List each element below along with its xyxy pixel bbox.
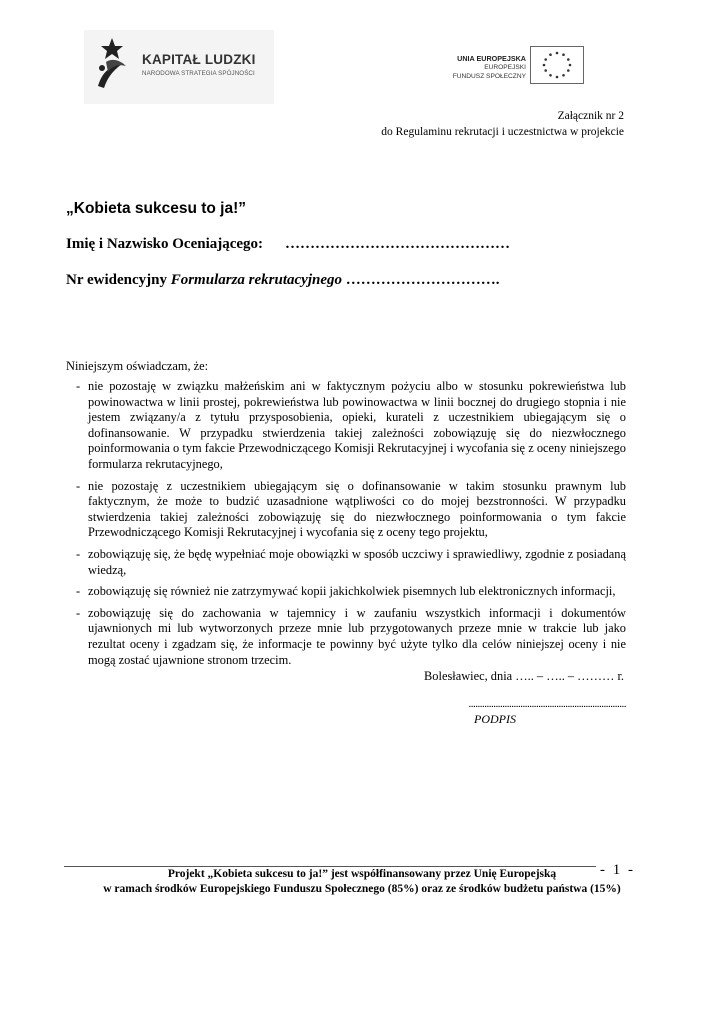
footer-line1: Projekt „Kobieta sukcesu to ja!” jest współfinansowany przez Unię Europejską	[167, 868, 557, 880]
signature-dots: ......................................................................	[468, 698, 626, 710]
list-item	[66, 379, 626, 473]
declaration-list	[66, 379, 626, 674]
record-number-field	[66, 272, 500, 289]
declaration-intro: Niniejszym oświadczam, że:	[66, 359, 209, 373]
list-item-text: zobowiązuję się, że będę wypełniać moje obowiązki w sposób uczciwy i sprawiedliwy, zgodnie z posiadaną wiedzą,	[88, 546, 626, 577]
record-number-label: Nr ewidencyjny	[66, 272, 167, 288]
list-dash: -	[76, 546, 81, 561]
evaluator-name-label: Imię i Nazwisko Oceniającego:	[66, 236, 264, 252]
list-item	[66, 584, 626, 600]
list-dash: -	[76, 605, 81, 620]
eu-logo	[440, 43, 586, 89]
list-item	[66, 606, 626, 668]
list-item-text: nie pozostaję w związku małżeńskim ani w faktycznym pożyciu albo w stosunku pokrewieństwa lub powinowactwa w linii prostej, pokrewieństwa lub powinowactwa w linii bocznej do drugiego stopnia i nie jestem związany/a z tytułu przysposobienia, opieki, kurateli z uczestnikiem ubiegającym się o dofinansowanie. W przypadku stwierdzenia takiej zależności zobowiązuję się do niezwłocznego poinformowania o tym fakcie Przewodniczącego Komisji Rekrutacyjnej i wycofania się z oceny niniejszego formularza rekrutacyjnego,	[88, 379, 626, 471]
list-item	[66, 547, 626, 578]
page-number: - 1 -	[600, 862, 635, 878]
evaluator-name-dots: ………………………………………	[285, 236, 511, 252]
signature-label: PODPIS	[474, 712, 516, 726]
list-dash: -	[76, 584, 81, 599]
list-dash: -	[76, 379, 81, 393]
kapital-ludzki-subtitle: NARODOWA STRATEGIA SPÓJNOŚCI	[142, 70, 255, 77]
eu-logo-line3: FUNDUSZ SPOŁECZNY	[452, 73, 526, 80]
evaluator-name-field	[66, 236, 510, 253]
annex-number: Załącznik nr 2	[557, 110, 624, 122]
eu-flag-icon	[530, 46, 584, 84]
kapital-ludzki-logo	[84, 30, 274, 104]
annex-description: do Regulaminu rekrutacji i uczestnictwa w projekcie	[381, 126, 624, 138]
list-item-text: zobowiązuję się do zachowania w tajemnicy i w zaufaniu wszystkich informacji i dokumentów ujawnionych mi lub wytworzonych przeze mnie lub przygotowanych przeze mnie w trakcie lub jako rezultat oceny i zgadzam się, że informacje te powinny być użyte tylko dla celów niniejszej oceny i nie mogą zostać ujawnione stronom trzecim.	[88, 605, 626, 667]
footer-line2: w ramach środków Europejskiego Funduszu Społecznego (85%) oraz ze środków budżetu państwa (15%)	[103, 883, 621, 895]
project-title: „Kobieta sukcesu to ja!”	[66, 200, 247, 217]
place-date-line: Bolesławiec, dnia ….. – ….. – ……… r.	[424, 669, 624, 683]
kapital-ludzki-emblem-icon	[92, 36, 132, 92]
eu-logo-line2: EUROPEJSKI	[484, 64, 526, 71]
footer-divider	[64, 866, 596, 867]
list-item-text: zobowiązuję się również nie zatrzymywać kopii jakichkolwiek pisemnych lub elektronicznych informacji,	[88, 584, 616, 599]
record-number-form-label: Formularza rekrutacyjnego	[170, 272, 342, 288]
record-number-dots: ………………………….	[345, 272, 500, 288]
list-item	[66, 479, 626, 541]
list-dash: -	[76, 478, 81, 493]
list-item-text: nie pozostaję z uczestnikiem ubiegającym się o dofinansowanie w takim stosunku prawnym lub faktycznym, że może to budzić uzasadnione wątpliwości co do mojej bezstronności. W przypadku stwierdzenia takiej zależności zobowiązuję się do niezwłocznego poinformowania o tym fakcie Przewodniczącego Komisji Rekrutacyjnej i wycofania się z oceny tego projektu,	[88, 478, 626, 540]
eu-logo-line1: UNIA EUROPEJSKA	[457, 54, 526, 63]
kapital-ludzki-title: KAPITAŁ LUDZKI	[142, 52, 256, 67]
